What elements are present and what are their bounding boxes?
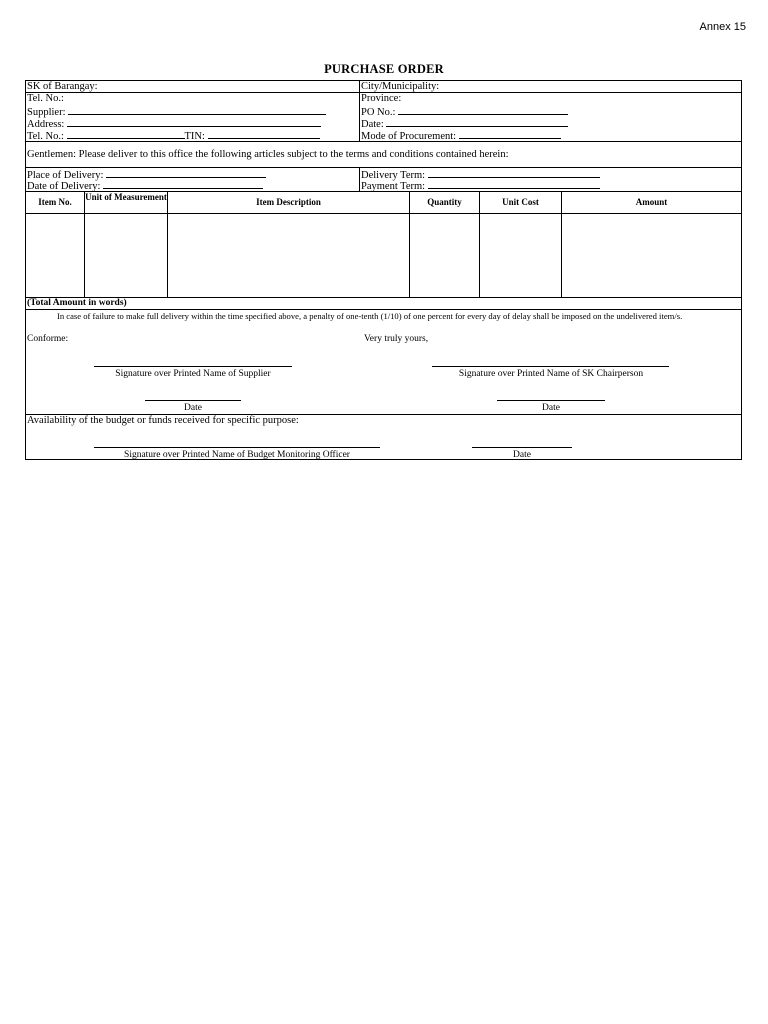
col-header-item-no: Item No.	[38, 197, 72, 207]
penalty-text: In case of failure to make full delivery within the time specified above, a penalty of one-tenth (1/10) of one percent for every day of delay shall be imposed on the undelivered item/s.	[57, 311, 683, 321]
date-label: Date:	[361, 119, 384, 130]
col-header-description: Item Description	[256, 197, 321, 207]
address-field[interactable]	[67, 117, 321, 127]
payment-term-label: Payment Term:	[361, 181, 426, 192]
tel-no-label-2: Tel. No.:	[27, 131, 64, 142]
sk-barangay-label: SK of Barangay:	[27, 81, 98, 92]
conforme-label: Conforme:	[27, 334, 69, 344]
supplier-signature-caption: Signature over Printed Name of Supplier	[115, 369, 271, 379]
sk-chairperson-signature-line[interactable]	[432, 366, 669, 367]
col-header-quantity: Quantity	[427, 197, 462, 207]
tel-no-field[interactable]	[67, 129, 185, 139]
row-line	[26, 309, 741, 310]
gentlemen-text: Gentlemen: Please deliver to this office the following articles subject to the terms and conditions contained herein:	[27, 149, 509, 160]
table-bottom-line	[26, 297, 741, 298]
tel-no-label: Tel. No.:	[27, 93, 64, 104]
purchase-order-form	[25, 80, 742, 460]
tin-label: TIN:	[184, 131, 205, 142]
place-of-delivery-field[interactable]	[106, 168, 266, 178]
supplier-label: Supplier:	[27, 107, 66, 118]
supplier-date-caption: Date	[184, 403, 202, 413]
col-header-amount: Amount	[635, 197, 668, 207]
payment-term-field[interactable]	[428, 179, 600, 189]
mode-of-procurement-field[interactable]	[459, 129, 561, 139]
very-truly-yours-label: Very truly yours,	[364, 334, 429, 344]
annex-label: Annex 15	[699, 21, 746, 33]
delivery-divider	[359, 167, 360, 191]
availability-text: Availability of the budget or funds received for specific purpose:	[27, 415, 299, 426]
date-field[interactable]	[386, 117, 568, 127]
place-of-delivery-label: Place of Delivery:	[27, 170, 104, 181]
sk-date-line[interactable]	[497, 400, 605, 401]
budget-date-caption: Date	[513, 450, 531, 460]
budget-officer-signature-line[interactable]	[94, 447, 380, 448]
mode-of-procurement-label: Mode of Procurement:	[361, 131, 457, 142]
sk-date-caption: Date	[542, 403, 560, 413]
delivery-term-label: Delivery Term:	[361, 170, 426, 181]
delivery-term-field[interactable]	[428, 168, 600, 178]
tin-field[interactable]	[208, 129, 320, 139]
supplier-field[interactable]	[68, 105, 326, 115]
tel-tin-row	[27, 129, 320, 143]
page-title: PURCHASE ORDER	[324, 62, 444, 76]
date-of-delivery-label: Date of Delivery:	[27, 181, 101, 192]
col-header-unit: Unit of Measurement	[85, 192, 167, 202]
supplier-date-line[interactable]	[145, 400, 241, 401]
sk-chairperson-signature-caption: Signature over Printed Name of SK Chairperson	[458, 369, 644, 379]
city-label: City/Municipality:	[361, 81, 440, 92]
budget-date-line[interactable]	[472, 447, 572, 448]
date-of-delivery-field[interactable]	[103, 179, 263, 189]
budget-officer-signature-caption: Signature over Printed Name of Budget Monitoring Officer	[124, 450, 350, 460]
po-no-field[interactable]	[398, 105, 568, 115]
supplier-signature-line[interactable]	[94, 366, 292, 367]
total-amount-words-label: (Total Amount in words)	[27, 298, 127, 308]
header-divider	[359, 81, 360, 141]
province-label: Province:	[361, 93, 402, 104]
col-header-unit-cost: Unit Cost	[502, 197, 539, 207]
mode-row	[361, 129, 561, 143]
table-body[interactable]	[26, 214, 741, 297]
po-no-label: PO No.:	[361, 107, 396, 118]
address-label: Address:	[27, 119, 65, 130]
